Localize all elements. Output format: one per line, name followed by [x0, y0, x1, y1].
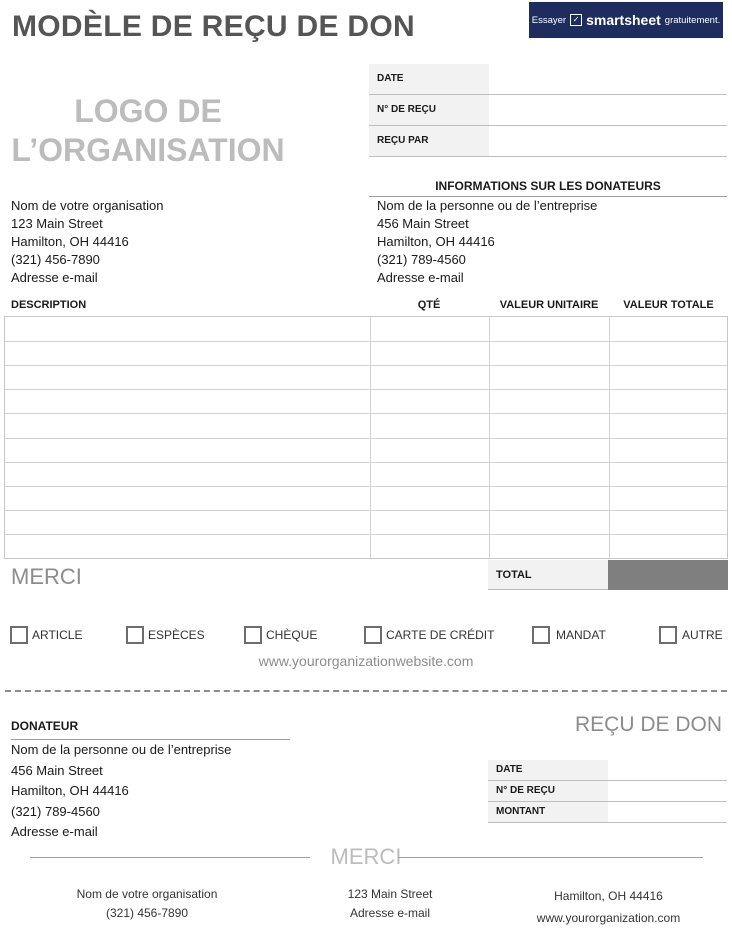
page-title: MODÈLE DE REÇU DE DON: [12, 10, 415, 43]
receipt-date-field[interactable]: [489, 64, 727, 94]
stub-donor-heading: DONATEUR: [11, 718, 290, 740]
receipt-number-field[interactable]: [489, 95, 727, 125]
stub-date-field[interactable]: [608, 760, 727, 780]
footer-org-name: Nom de votre organisation: [76, 887, 218, 901]
donor-address: [377, 197, 597, 287]
stub-amount-label: MONTANT: [488, 802, 608, 822]
stub-number-label: N° DE REÇU: [488, 781, 608, 801]
receipt-date-row: [369, 64, 727, 95]
donor-city: Hamilton, OH 44416: [377, 234, 495, 249]
header-total-value: VALEUR TOTALE: [623, 299, 714, 311]
checkbox-cash[interactable]: [126, 626, 144, 644]
total-value-field[interactable]: [608, 560, 728, 590]
footer-phone: (321) 456-7890: [105, 906, 189, 920]
received-by-field[interactable]: [489, 126, 727, 156]
stub-number-field[interactable]: [608, 781, 727, 801]
payment-option-money-order[interactable]: [532, 626, 606, 644]
stub-thanks-text: MERCI: [330, 844, 402, 869]
stub-donor-street: 456 Main Street: [11, 762, 103, 778]
promo-suffix: gratuitement.: [664, 14, 721, 26]
donor-street: 456 Main Street: [377, 216, 469, 231]
payment-label-article: ARTICLE: [32, 628, 83, 642]
payment-label-check: CHÈQUE: [266, 628, 318, 642]
payment-option-credit-card[interactable]: [364, 626, 494, 644]
org-phone: (321) 456-7890: [11, 252, 100, 267]
footer-street: 123 Main Street: [347, 887, 433, 901]
total-label: TOTAL: [488, 560, 608, 590]
donation-items-table: [4, 316, 728, 559]
merci-line-right: [398, 857, 703, 858]
cut-line-divider: [5, 690, 727, 692]
logo-line-1: LOGO DE: [74, 93, 222, 129]
stub-donor-address: [11, 740, 231, 843]
donor-name: Nom de la personne ou de l’entreprise: [377, 198, 598, 213]
table-row-divider: [5, 341, 727, 342]
promo-brand: smartsheet: [586, 12, 661, 28]
payment-label-cash: ESPÈCES: [148, 628, 205, 642]
table-row-divider: [5, 389, 727, 390]
stub-title: REÇU DE DON: [574, 713, 722, 736]
payment-option-cash[interactable]: [126, 626, 205, 644]
organization-website: www.yourorganizationwebsite.com: [258, 653, 474, 669]
stub-donor-name: Nom de la personne ou de l’entreprise: [11, 742, 232, 757]
table-row-divider: [5, 510, 727, 511]
footer-col-right: [515, 885, 702, 929]
org-city: Hamilton, OH 44416: [11, 234, 129, 249]
table-row-divider: [5, 462, 727, 463]
table-row-divider: [5, 438, 727, 439]
checkbox-money-order[interactable]: [532, 626, 550, 644]
header-unit-value: VALEUR UNITAIRE: [499, 299, 599, 311]
checkbox-credit-card[interactable]: [364, 626, 382, 644]
payment-option-check[interactable]: [244, 626, 317, 644]
donor-info-heading: INFORMATIONS SUR LES DONATEURS: [369, 176, 727, 197]
stub-amount-field[interactable]: [608, 802, 727, 822]
donor-email: Adresse e-mail: [377, 270, 464, 285]
table-row-divider: [5, 413, 727, 414]
promo-prefix: Essayer: [531, 14, 567, 26]
stub-donor-email: Adresse e-mail: [11, 824, 98, 839]
checkmark-icon: ✓: [570, 14, 582, 26]
organization-address: [11, 197, 163, 287]
payment-option-article[interactable]: [10, 626, 82, 644]
checkbox-check[interactable]: [244, 626, 262, 644]
org-name: Nom de votre organisation: [11, 198, 164, 213]
stub-date-label: DATE: [488, 760, 608, 780]
footer-col-left: [40, 885, 254, 923]
payment-option-other[interactable]: [659, 626, 723, 644]
organization-logo-placeholder: [8, 92, 288, 170]
stub-number-row: [488, 781, 727, 802]
table-row-divider: [5, 534, 727, 535]
thanks-text: MERCI: [11, 564, 82, 589]
footer-col-middle: [300, 885, 480, 923]
stub-donor-city: Hamilton, OH 44416: [11, 783, 129, 798]
org-street: 123 Main Street: [11, 216, 103, 231]
received-by-row: [369, 126, 727, 157]
donor-phone: (321) 789-4560: [377, 252, 466, 267]
table-row-divider: [5, 486, 727, 487]
logo-line-2: L’ORGANISATION: [11, 132, 285, 168]
footer-city: Hamilton, OH 44416: [554, 889, 663, 903]
footer-website: www.yourorganization.com: [536, 911, 681, 925]
payment-label-other: AUTRE: [682, 628, 723, 642]
payment-label-credit-card: CARTE DE CRÉDIT: [386, 628, 495, 642]
stub-donor-phone: (321) 789-4560: [11, 803, 100, 819]
receipt-number-row: [369, 95, 727, 126]
receipt-number-label: N° DE REÇU: [369, 95, 489, 125]
header-qty: QTÉ: [417, 299, 441, 311]
header-description: DESCRIPTION: [11, 299, 87, 311]
checkbox-other[interactable]: [659, 626, 677, 644]
received-by-label: REÇU PAR: [369, 126, 489, 156]
payment-label-money-order: MANDAT: [556, 628, 606, 642]
footer-email: Adresse e-mail: [349, 906, 431, 920]
receipt-date-label: DATE: [369, 64, 489, 94]
checkbox-article[interactable]: [10, 626, 28, 644]
stub-date-row: [488, 760, 727, 781]
table-row-divider: [5, 365, 727, 366]
smartsheet-promo-button[interactable]: [529, 2, 723, 38]
stub-amount-row: [488, 802, 727, 823]
org-email: Adresse e-mail: [11, 270, 98, 285]
merci-line-left: [30, 857, 310, 858]
